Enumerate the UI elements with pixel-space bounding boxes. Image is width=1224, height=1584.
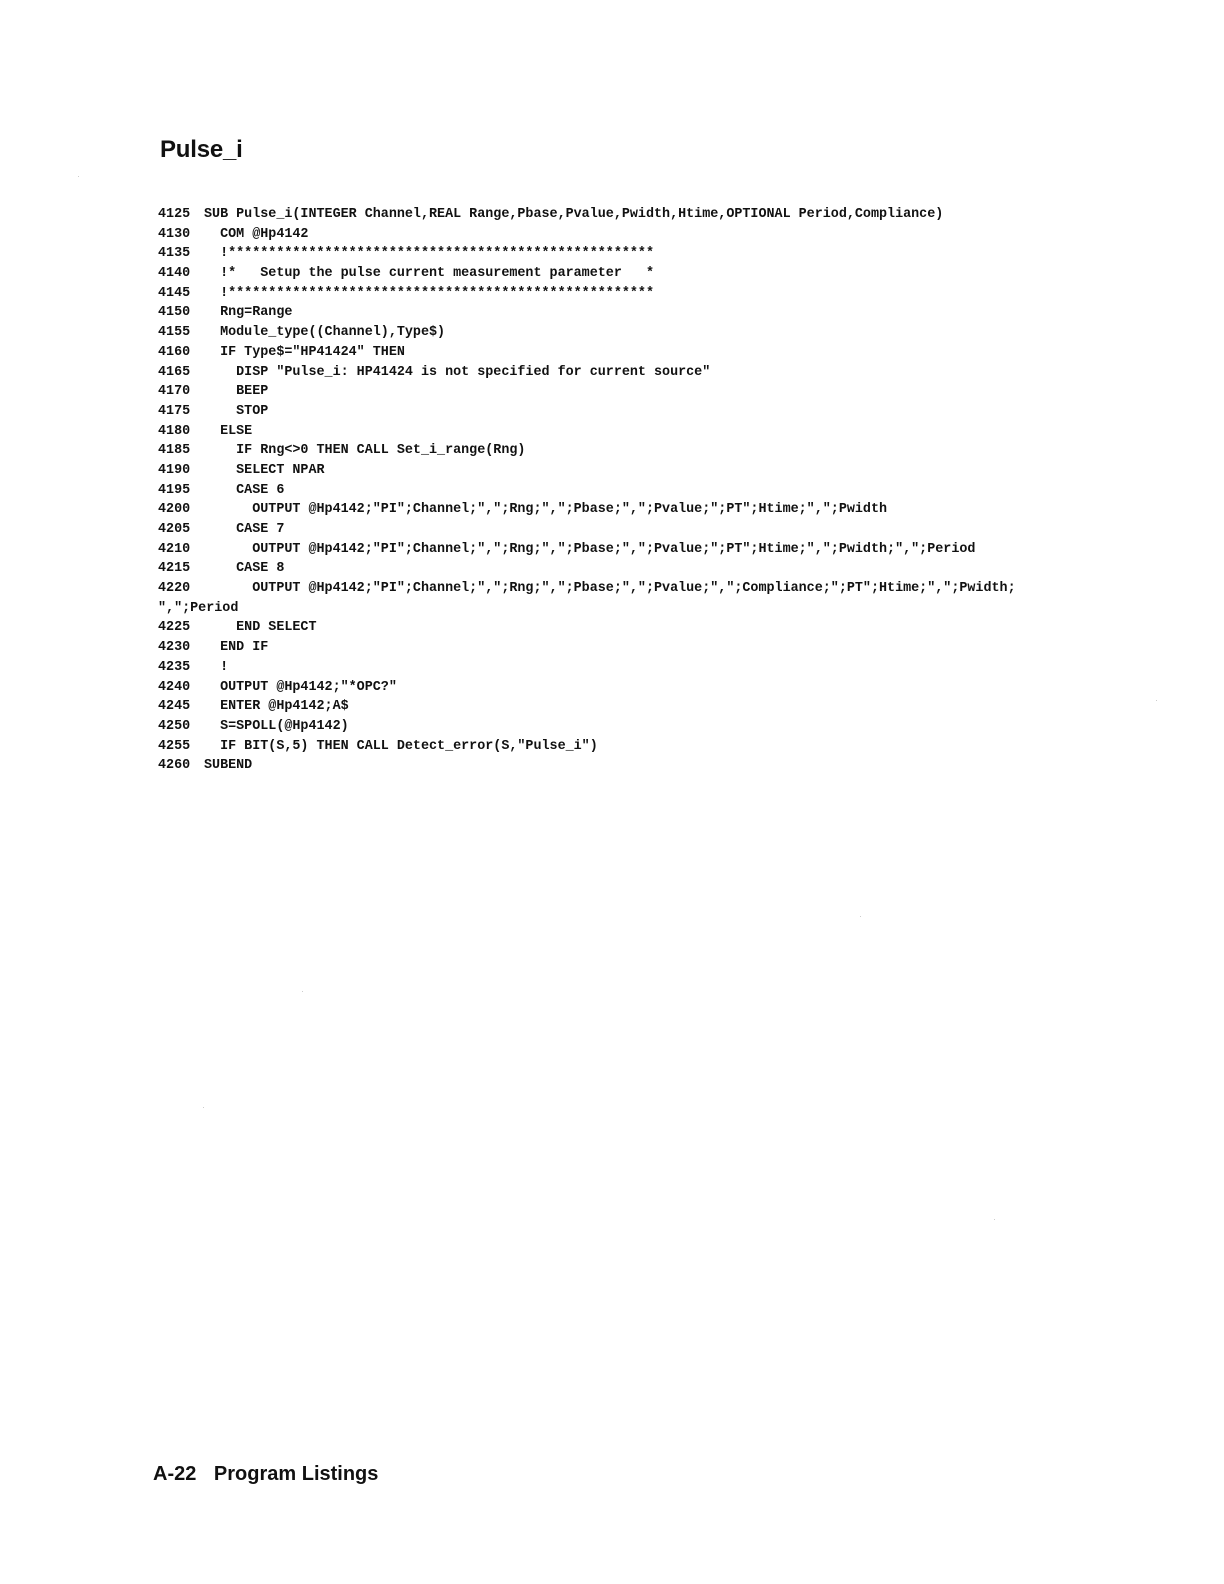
line-number: 4145 bbox=[158, 285, 191, 301]
line-number: 4230 bbox=[158, 640, 191, 656]
line-code: IF BIT(S,5) THEN CALL Detect_error(S,"Pulse_i") bbox=[204, 738, 598, 754]
line-code: END IF bbox=[204, 640, 269, 656]
line-code: COM @Hp4142 bbox=[204, 226, 309, 242]
line-code: Module_type((Channel),Type$) bbox=[204, 325, 446, 341]
code-line bbox=[158, 323, 1078, 343]
page-footer bbox=[153, 1463, 378, 1486]
code-line bbox=[158, 244, 1078, 264]
line-number: 4210 bbox=[158, 541, 191, 557]
line-number: 4160 bbox=[158, 344, 191, 360]
line-number: 4200 bbox=[158, 502, 191, 518]
code-line bbox=[158, 540, 1078, 560]
line-number: 4150 bbox=[158, 305, 191, 321]
line-number: 4240 bbox=[158, 679, 191, 695]
line-number: 4155 bbox=[158, 325, 191, 341]
line-number: 4195 bbox=[158, 482, 191, 498]
code-line bbox=[158, 343, 1078, 363]
page-title: Pulse_i bbox=[160, 136, 243, 163]
code-line bbox=[158, 481, 1078, 501]
code-line bbox=[158, 520, 1078, 540]
code-line bbox=[158, 382, 1078, 402]
code-line bbox=[158, 599, 1078, 619]
line-number: 4175 bbox=[158, 403, 191, 419]
footer-page-number: A-22 bbox=[153, 1463, 197, 1485]
scan-speck bbox=[78, 176, 79, 177]
code-line bbox=[158, 303, 1078, 323]
line-number: 4140 bbox=[158, 266, 191, 282]
line-code: Rng=Range bbox=[204, 305, 293, 321]
line-code: !* Setup the pulse current measurement parameter * bbox=[204, 266, 654, 282]
line-code: IF Rng<>0 THEN CALL Set_i_range(Rng) bbox=[204, 443, 526, 459]
code-line bbox=[158, 205, 1078, 225]
line-number: 4180 bbox=[158, 423, 191, 439]
code-line bbox=[158, 559, 1078, 579]
line-code: END SELECT bbox=[204, 620, 317, 636]
scan-speck bbox=[994, 1219, 995, 1220]
line-code: CASE 8 bbox=[204, 561, 285, 577]
line-code: SUBEND bbox=[204, 758, 253, 774]
line-code: ! bbox=[204, 659, 229, 675]
line-number: 4220 bbox=[158, 581, 191, 597]
line-number: 4260 bbox=[158, 758, 191, 774]
code-line bbox=[158, 225, 1078, 245]
code-line bbox=[158, 618, 1078, 638]
line-code: SUB Pulse_i(INTEGER Channel,REAL Range,Pbase,Pvalue,Pwidth,Htime,OPTIONAL Period,Compliance) bbox=[204, 207, 944, 222]
line-code: CASE 6 bbox=[204, 482, 285, 498]
line-number: 4135 bbox=[158, 246, 191, 262]
code-line bbox=[158, 638, 1078, 658]
line-number: 4205 bbox=[158, 522, 191, 537]
code-line bbox=[158, 697, 1078, 717]
footer-section-name: Program Listings bbox=[213, 1463, 379, 1485]
line-number: 4255 bbox=[158, 738, 191, 754]
line-code: OUTPUT @Hp4142;"PI";Channel;",";Rng;",";Pbase;",";Pvalue;";PT";Htime;",";Pwidth;",";Period bbox=[204, 541, 976, 557]
code-line bbox=[158, 461, 1078, 481]
line-code: ENTER @Hp4142;A$ bbox=[204, 699, 349, 715]
code-line bbox=[158, 579, 1078, 599]
line-number: 4250 bbox=[158, 718, 191, 734]
code-line bbox=[158, 717, 1078, 737]
scan-speck bbox=[1156, 700, 1157, 701]
code-line bbox=[158, 441, 1078, 461]
line-number: 4165 bbox=[158, 364, 191, 380]
line-code: IF Type$="HP41424" THEN bbox=[204, 344, 405, 360]
code-line bbox=[158, 264, 1078, 284]
line-number: 4225 bbox=[158, 620, 191, 636]
code-line bbox=[158, 658, 1078, 678]
line-number: 4235 bbox=[158, 659, 191, 675]
line-number: 4245 bbox=[158, 699, 191, 715]
line-code: ",";Period bbox=[158, 600, 239, 616]
scan-speck bbox=[203, 1107, 204, 1108]
line-number: 4190 bbox=[158, 462, 191, 478]
line-number: 4125 bbox=[158, 207, 191, 222]
code-line bbox=[158, 678, 1078, 698]
code-line bbox=[158, 422, 1078, 442]
line-code: DISP "Pulse_i: HP41424 is not specified for current source" bbox=[204, 364, 711, 380]
line-number: 4130 bbox=[158, 226, 191, 242]
line-number: 4215 bbox=[158, 561, 191, 577]
line-number: 4185 bbox=[158, 443, 191, 459]
line-code: BEEP bbox=[204, 384, 269, 400]
line-number: 4170 bbox=[158, 384, 191, 400]
line-code: !***************************************************** bbox=[204, 285, 654, 301]
line-code: ELSE bbox=[204, 423, 253, 439]
code-line bbox=[158, 363, 1078, 383]
line-code: !***************************************************** bbox=[204, 246, 654, 262]
line-code: SELECT NPAR bbox=[204, 462, 325, 478]
scan-speck bbox=[302, 991, 303, 992]
code-line bbox=[158, 500, 1078, 520]
line-code: OUTPUT @Hp4142;"PI";Channel;",";Rng;",";Pbase;",";Pvalue;",";Compliance;";PT";Htime;",";Pwidth; bbox=[204, 581, 1016, 597]
code-line bbox=[158, 756, 1078, 776]
line-code: S=SPOLL(@Hp4142) bbox=[204, 718, 349, 734]
code-line bbox=[158, 284, 1078, 304]
line-code: STOP bbox=[204, 403, 269, 419]
code-line bbox=[158, 402, 1078, 422]
scan-speck bbox=[860, 916, 861, 917]
line-code: OUTPUT @Hp4142;"PI";Channel;",";Rng;",";Pbase;",";Pvalue;";PT";Htime;",";Pwidth bbox=[204, 502, 888, 518]
line-code: OUTPUT @Hp4142;"*OPC?" bbox=[204, 679, 397, 695]
line-code: CASE 7 bbox=[204, 522, 285, 537]
code-line bbox=[158, 737, 1078, 757]
code-listing bbox=[158, 205, 1078, 776]
